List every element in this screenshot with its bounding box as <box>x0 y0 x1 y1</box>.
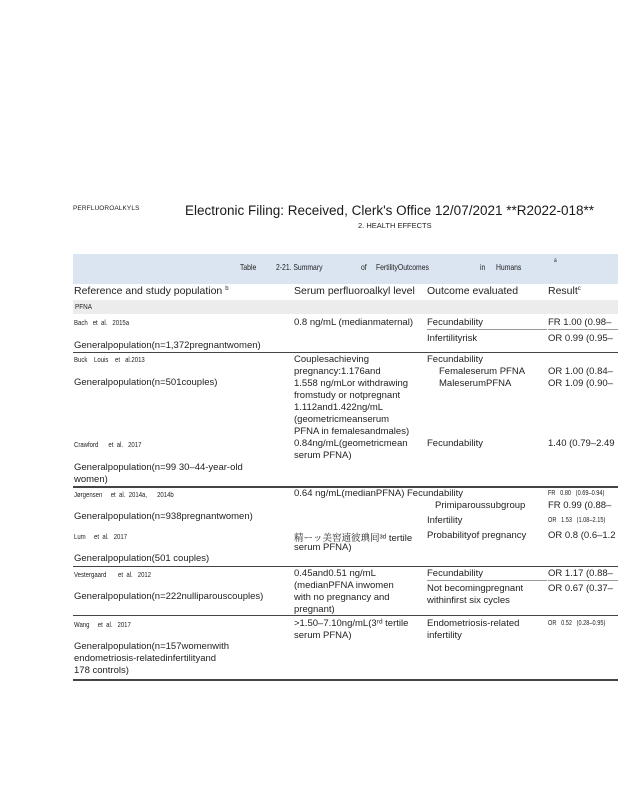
result-value: OR 1.17 (0.88– <box>548 568 613 579</box>
serum-level: 1.112and1.422ng/mL <box>294 402 384 413</box>
column-header-reference: Reference and study population $^b$ <box>74 285 229 297</box>
serum-level: 0.8 ng/mL (medianmaternal) <box>294 317 413 328</box>
serum-level: pregnancy:1.176and <box>294 366 381 377</box>
result-value: OR 1.09 (0.90– <box>548 378 613 389</box>
column-header-result: Result$^c$ <box>548 285 581 297</box>
serum-level: serum PFNA) <box>294 630 352 641</box>
result-value: OR 0.67 (0.37– <box>548 583 613 594</box>
serum-level: fromstudy or notpregnant <box>294 390 401 401</box>
table-title-footnote: a <box>554 258 557 264</box>
result-value: 1.40 (0.79–2.49 <box>548 438 615 449</box>
running-header: PERFLUOROALKYLS <box>73 205 140 212</box>
result-value: FR 1.00 (0.98– <box>548 317 612 328</box>
serum-level: 1.558 ng/mLor withdrawing <box>294 378 409 389</box>
result-value: OR 1.53 (1.08–2.15) <box>548 517 606 524</box>
result-value: FR 0.99 (0.88– <box>548 500 612 511</box>
result-value: FR 0.80 (0.69–0.94) <box>548 490 605 497</box>
serum-level: serum PFNA) <box>294 542 352 553</box>
table-title-word: FertilityOutcomes <box>376 262 429 272</box>
study-population: Generalpopulation(n=1,372pregnantwomen) <box>74 340 261 351</box>
outcome: Infertility <box>427 515 463 526</box>
study-reference: Crawford et al. 2017 <box>74 440 142 449</box>
result-value: OR 0.99 (0.95– <box>548 333 613 344</box>
table-title-word: of <box>361 262 367 272</box>
table-title-number: 2-21. Summary <box>276 262 323 272</box>
outcome: infertility <box>427 630 462 641</box>
study-population: Generalpopulation(n=157womenwith <box>74 641 230 652</box>
section-header: 2. HEALTH EFFECTS <box>358 221 432 230</box>
filing-banner: Electronic Filing: Received, Clerk's Office 12/07/2021 **R2022-018** <box>185 203 595 218</box>
column-header-outcome: Outcome evaluated <box>427 285 519 297</box>
study-population: Generalpopulation(n=222nulliparouscouples) <box>74 591 264 602</box>
serum-level: PFNA in femalesandmales) <box>294 426 410 437</box>
table-title-word: Humans <box>496 262 522 272</box>
outcome: MaleserumPFNA <box>439 378 512 389</box>
table-title-word: Table <box>240 262 257 272</box>
study-reference: Jørgensen et al. 2014a, 2014b <box>74 490 174 499</box>
outcome: Not becomingpregnant <box>427 583 524 594</box>
serum-level: Couplesachieving <box>294 354 369 365</box>
study-population: Generalpopulation(n=99 30–44-year-old <box>74 462 243 473</box>
outcome: Femaleserum PFNA <box>439 366 526 377</box>
outcome: Endometriosis-related <box>427 618 520 629</box>
study-population: Generalpopulation(501 couples) <box>74 553 210 564</box>
study-population: women) <box>74 474 108 485</box>
result-value: OR 0.8 (0.6–1.2 <box>548 530 616 541</box>
study-population: endometriosis-relatedinfertilityand <box>74 653 217 664</box>
study-reference: Wang et al. 2017 <box>74 620 131 629</box>
outcome: Fecundability <box>427 568 483 579</box>
outcome: Probabilityof pregnancy <box>427 530 527 541</box>
study-reference: Vestergaard et al. 2012 <box>74 570 152 579</box>
outcome: Fecundability <box>427 354 483 365</box>
column-header-serum: Serum perfluoroalkyl level <box>294 285 415 297</box>
study-reference: Buck Louis et al.2013 <box>74 355 145 364</box>
serum-level: >1.50–7.10ng/mL(3ʳᵈ tertile <box>294 618 409 629</box>
table-title-word: in <box>480 262 486 272</box>
serum-level: 0.64 ng/mL(medianPFNA) Fecundability <box>294 488 463 499</box>
serum-level: 精ーッ美窖遖彼琠囘³ᵈ tertile <box>294 533 413 544</box>
result-value: OR 1.00 (0.84– <box>548 366 613 377</box>
serum-level: (medianPFNA inwomen <box>294 580 394 591</box>
serum-level: pregnant) <box>294 604 335 615</box>
study-population: 178 controls) <box>74 665 129 676</box>
result-value: OR 0.52 (0.28–0.95) <box>548 620 606 627</box>
serum-level: 0.45and0.51 ng/mL <box>294 568 376 579</box>
outcome: Fecundability <box>427 317 483 328</box>
table-bottom-rule <box>73 679 618 681</box>
study-population: Generalpopulation(n=501couples) <box>74 377 218 388</box>
outcome: Infertilityrisk <box>427 333 478 344</box>
study-reference: Lum et al. 2017 <box>74 532 128 541</box>
study-reference: Bach et al. 2015a <box>74 318 130 327</box>
outcome: Fecundability <box>427 438 483 449</box>
serum-level: serum PFNA) <box>294 450 352 461</box>
serum-level: with no pregnancy and <box>294 592 390 603</box>
outcome: Primiparoussubgroup <box>435 500 526 511</box>
group-label-row: PFNA <box>73 300 618 314</box>
table-title-bar <box>73 254 618 284</box>
study-population: Generalpopulation(n=938pregnantwomen) <box>74 511 253 522</box>
serum-level: (geometricmeanserum <box>294 414 390 425</box>
serum-level: 0.84ng/mL(geometricmean <box>294 438 408 449</box>
outcome: withinfirst six cycles <box>427 595 510 606</box>
